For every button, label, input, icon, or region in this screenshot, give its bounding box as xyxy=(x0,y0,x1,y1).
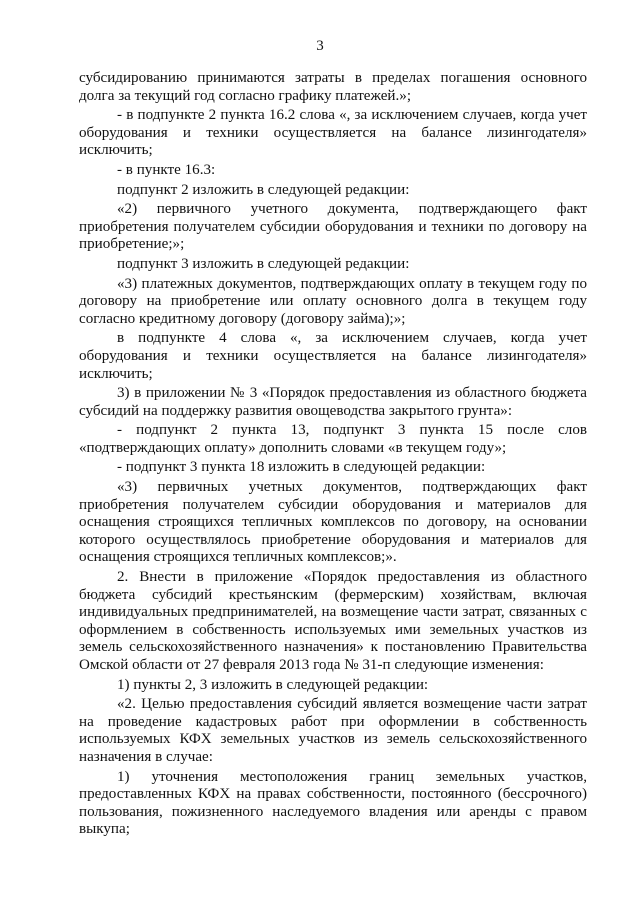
paragraph: «3) платежных документов, подтверждающих оплату в текущем году по договору на приобретение или оплату основного долга в текущем году согласно кредитному договору (договору займа);»; xyxy=(79,275,587,327)
document-body xyxy=(79,70,587,841)
paragraph: - в подпункте 2 пункта 16.2 слова «, за исключением случаев, когда учет оборудования и техники осуществляется на балансе лизингодателя» исключить; xyxy=(79,107,587,159)
paragraph: - подпункт 2 пункта 13, подпункт 3 пункта 15 после слов «подтверждающих оплату» дополнить словами «в текущем году»; xyxy=(79,422,587,456)
paragraph: 3) в приложении № 3 «Порядок предоставления из областного бюджета субсидий на поддержку развития овощеводства закрытого грунта»: xyxy=(79,385,587,419)
paragraph: 1) уточнения местоположения границ земельных участков, предоставленных КФХ на правах собственности, постоянного (бессрочного) пользования, пожизненного наследуемого владения или аренды с правом выкупа; xyxy=(79,768,587,838)
paragraph: субсидированию принимаются затраты в пределах погашения основного долга за текущий год согласно графику платежей.»; xyxy=(79,70,587,104)
paragraph: «2. Целью предоставления субсидий является возмещение части затрат на проведение кадастровых работ при оформлении в собственность используемых КФХ земельных участков из земель сельскохозяйственного назначения в случае: xyxy=(79,696,587,765)
paragraph: в подпункте 4 слова «, за исключением случаев, когда учет оборудования и техники осуществляется на балансе лизингодателя» исключить; xyxy=(79,330,587,382)
paragraph: «2) первичного учетного документа, подтверждающего факт приобретения получателем субсидии оборудования и техники по договору на приобретение;»; xyxy=(79,201,587,253)
paragraph: - в пункте 16.3: xyxy=(117,161,216,178)
paragraph: - подпункт 3 пункта 18 изложить в следующей редакции: xyxy=(117,459,486,476)
page-number: 3 xyxy=(316,38,324,54)
paragraph: подпункт 2 изложить в следующей редакции: xyxy=(117,181,410,198)
paragraph: «3) первичных учетных документов, подтверждающих факт приобретения получателем субсидии оборудования и материалов для оснащения строящихся тепличных комплексов по договору, на основании которого осуществлялось приобретение оборудования и материалов для оснащения строящихся тепличных комплексов;». xyxy=(79,479,587,566)
paragraph: 2. Внести в приложение «Порядок предоставления из областного бюджета субсидий крестьянским (фермерским) хозяйствам, включая индивидуальных предпринимателей, на возмещение части затрат, связанных с оформлением в собственность используемых ими земельных участков из земель сельскохозяйственного назначения» к постановлению Правительства Омской области от 27 февраля 2013 года № 31-п следующие изменения: xyxy=(79,569,587,673)
paragraph: 1) пункты 2, 3 изложить в следующей редакции: xyxy=(117,676,429,693)
paragraph: подпункт 3 изложить в следующей редакции: xyxy=(117,255,410,272)
